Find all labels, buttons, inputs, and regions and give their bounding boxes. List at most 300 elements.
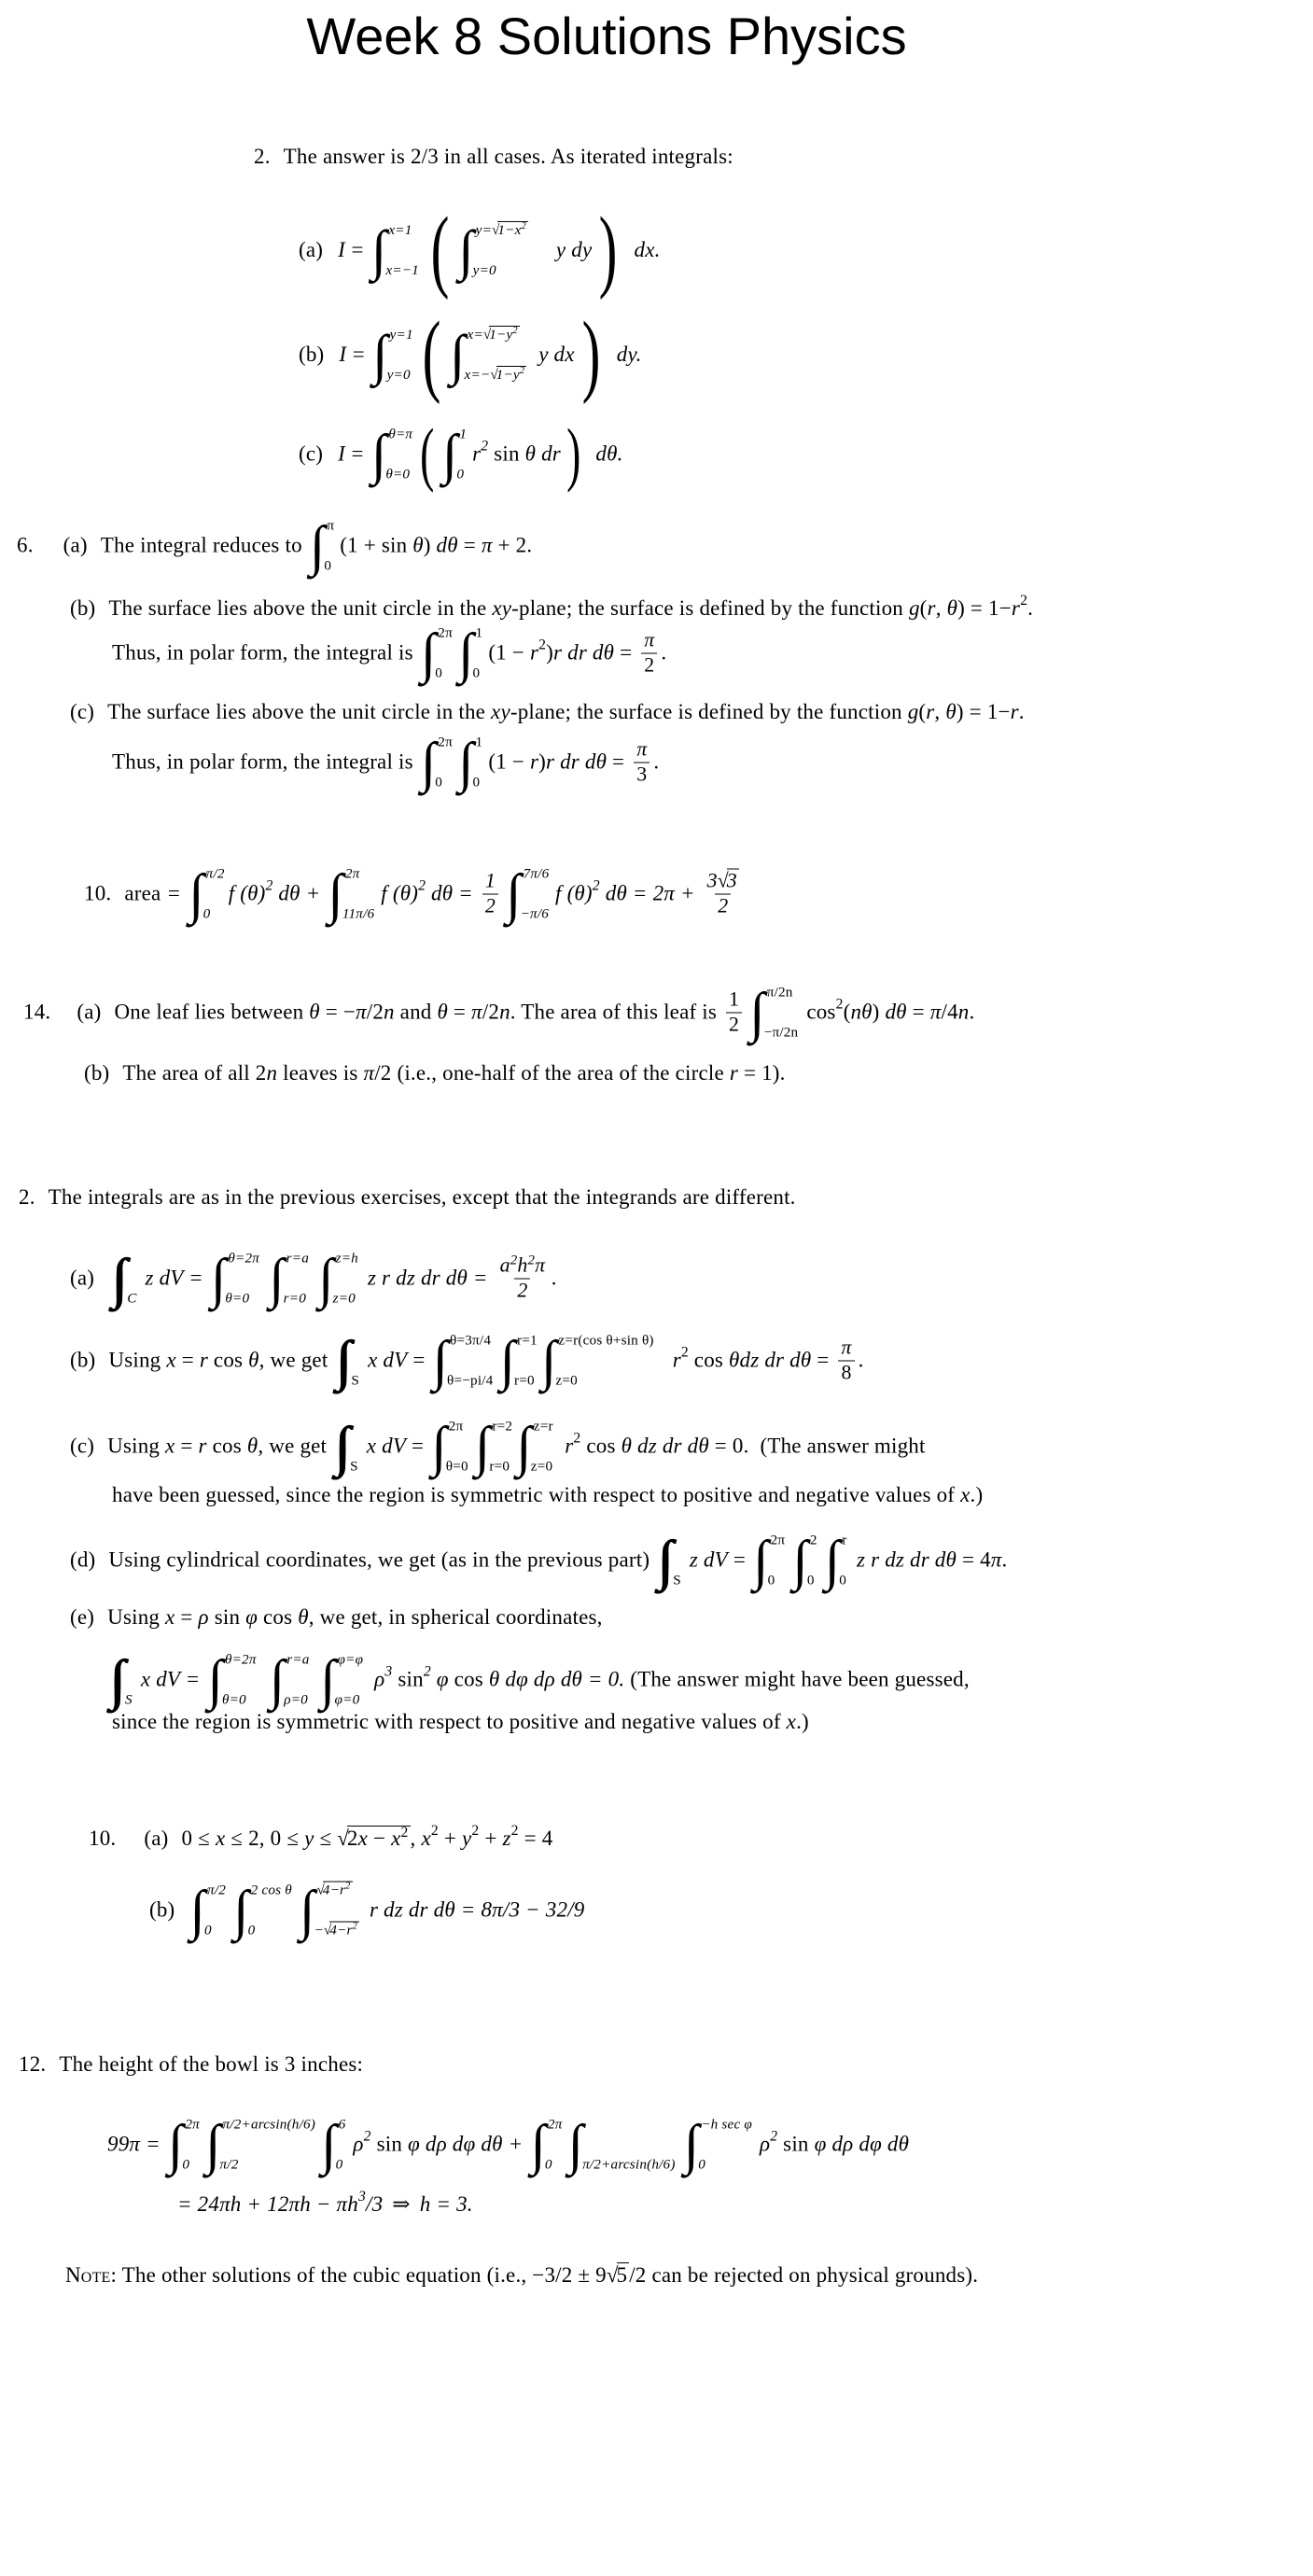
text-run: 2 xyxy=(484,894,496,917)
text-run: r dr dθ xyxy=(546,749,608,774)
text-run: (b) xyxy=(84,1061,110,1085)
text-run: = 4 xyxy=(957,1547,991,1572)
text-run: cos xyxy=(258,1605,299,1629)
text-run: dy. xyxy=(616,343,642,366)
superscript xyxy=(1020,594,1027,609)
integral xyxy=(457,622,483,684)
integral xyxy=(233,1879,292,1941)
text-run: since the region is symmetric with respect to positive and negative values of xyxy=(112,1710,787,1733)
text-run: r=a xyxy=(286,1250,309,1267)
text-run: −π/2n xyxy=(763,1024,799,1041)
text-run: 7π/6 xyxy=(523,865,550,882)
text-run: The answer is 2/3 in all cases. As iterated integrals: xyxy=(283,145,733,168)
text-run: (a) xyxy=(63,533,88,557)
superscript xyxy=(364,2130,371,2145)
integral-limits xyxy=(474,625,483,682)
spacer xyxy=(102,1012,115,1013)
text-run: 0 xyxy=(472,665,481,681)
text-run: 2 xyxy=(510,1822,519,1839)
upper-limit xyxy=(438,626,453,641)
upper-limit xyxy=(517,1334,538,1349)
denominator xyxy=(641,652,657,678)
text-run: g xyxy=(907,700,919,723)
text-run: f (θ) xyxy=(381,881,419,905)
text-run: I xyxy=(338,238,345,261)
sec2-item2a xyxy=(70,1247,558,1309)
text-run: have been guessed, since the region is symmetric with respect to positive and negative values of xyxy=(112,1483,961,1506)
superscript xyxy=(418,879,426,894)
integral xyxy=(457,731,483,793)
lower-limit xyxy=(225,1292,249,1307)
spacer xyxy=(116,1839,144,1840)
lower-limit xyxy=(350,1460,358,1475)
lower-limit xyxy=(127,1292,136,1307)
text-run: 2 xyxy=(521,220,526,231)
superscript xyxy=(527,1253,535,1268)
text-run: θ xyxy=(946,596,958,620)
text-run: h xyxy=(517,1253,528,1277)
text-run: = 1). xyxy=(738,1061,786,1085)
integral-sign: ∫ xyxy=(752,1529,769,1591)
text-run: z=0 xyxy=(530,1458,553,1475)
upper-limit xyxy=(251,1883,292,1898)
lower-limit xyxy=(473,666,481,681)
text-run: (1 − xyxy=(488,640,530,665)
text-run: Using cylindrical coordinates, we get (as in the previous part) xyxy=(108,1547,656,1572)
sec2-item2c-line2 xyxy=(112,1483,983,1507)
fraction xyxy=(497,1254,549,1304)
text-run: a xyxy=(499,1253,510,1277)
lower-limit xyxy=(220,2158,239,2173)
text-run: x=− xyxy=(464,366,491,383)
text-run: 2π xyxy=(448,1418,464,1435)
lower-limit xyxy=(336,2158,343,2173)
text-run: θ dφ dρ dθ = 0. xyxy=(488,1667,631,1691)
text-run: ≤ 2, 0 ≤ xyxy=(225,1827,305,1850)
integral-limits xyxy=(515,1333,538,1390)
upper-limit xyxy=(390,328,413,343)
upper-limit xyxy=(316,1883,352,1898)
text-run: θ=0 xyxy=(385,466,411,483)
text-run: (c) xyxy=(299,441,324,466)
text-run: x xyxy=(165,1434,175,1458)
text-run: z=0 xyxy=(555,1372,578,1389)
text-run: 2 xyxy=(1020,592,1028,609)
upper-limit xyxy=(338,1653,364,1668)
text-run: The surface lies above the unit circle in the xyxy=(108,596,493,620)
text-run: θ xyxy=(729,1348,740,1372)
integral-sign: ∫ xyxy=(567,2113,584,2176)
integral-sign: ∫ xyxy=(269,1247,285,1309)
text-run: 2 xyxy=(592,877,600,894)
spacer xyxy=(365,1679,374,1680)
radicand xyxy=(727,869,739,892)
text-run: π/2n xyxy=(766,984,793,1001)
text-run: 0 ≤ xyxy=(181,1827,216,1850)
text-run: Thus, in polar form, the integral is xyxy=(112,749,419,774)
superscript xyxy=(345,1882,350,1892)
integral xyxy=(309,514,335,577)
text-run: = xyxy=(607,749,631,774)
text-run: r xyxy=(472,441,482,466)
superscript xyxy=(836,998,844,1013)
triple-integral xyxy=(109,1648,135,1711)
integral-sign: ∫ xyxy=(457,731,474,793)
text-run: /3 xyxy=(366,2192,384,2216)
radicand xyxy=(323,1882,353,1898)
text-run: /2 can be rejected on physical grounds). xyxy=(629,2263,979,2287)
sqrt-radical xyxy=(490,366,526,383)
numerator xyxy=(482,870,498,894)
text-run: y=1 xyxy=(389,326,413,343)
superscript xyxy=(522,221,526,231)
item6b-line2 xyxy=(112,622,667,684)
integral-limits xyxy=(532,1419,555,1476)
item10b-a xyxy=(89,1822,553,1851)
integral-limits xyxy=(343,866,377,923)
integral-limits xyxy=(699,2117,752,2174)
integral-limits xyxy=(221,2117,316,2174)
integral xyxy=(499,1329,538,1392)
spacer xyxy=(323,250,338,251)
integral-sign: ∫ xyxy=(683,2113,700,2176)
text-run: θ=0 xyxy=(221,1691,246,1708)
upper-limit xyxy=(459,427,467,442)
integral xyxy=(752,1529,786,1591)
integral xyxy=(207,1648,257,1711)
text-run: 0 xyxy=(767,1572,775,1589)
text-run: r xyxy=(198,1434,207,1458)
text-run: -plane; the surface is defined by the function xyxy=(511,596,909,620)
lower-limit xyxy=(385,468,410,483)
lower-limit xyxy=(555,1374,577,1389)
text-run: θ=3π/4 xyxy=(450,1332,492,1349)
integral-limits xyxy=(334,1251,358,1308)
lower-limit xyxy=(698,2158,705,2173)
lower-limit xyxy=(284,1292,306,1307)
sec2-item2c-line1 xyxy=(70,1415,926,1477)
text-run: (c) xyxy=(70,1434,95,1458)
text-run: 2π xyxy=(344,865,360,882)
text-run: r=0 xyxy=(283,1290,306,1307)
denominator xyxy=(634,762,650,787)
text-run: dθ = 2π + xyxy=(599,881,701,905)
text-run: π xyxy=(356,1000,367,1024)
integral-limits xyxy=(325,518,334,575)
lower-limit xyxy=(342,907,374,922)
text-run: ( xyxy=(843,1000,851,1024)
text-run: = xyxy=(175,1434,199,1458)
text-run: θ=2π xyxy=(228,1250,260,1267)
text-run: 0 xyxy=(203,905,211,922)
lower-limit xyxy=(768,1574,775,1589)
lower-limit xyxy=(333,1292,356,1307)
text-run: + 2. xyxy=(492,533,533,557)
radical-sign: √ xyxy=(323,1922,330,1939)
text-run: x=1 xyxy=(388,221,412,238)
text-run: S xyxy=(350,1458,358,1475)
text-run: θ xyxy=(945,700,957,723)
text-run: r=a xyxy=(286,1651,310,1668)
spacer xyxy=(365,454,370,455)
text-run: = 24πh + 12πh − πh xyxy=(177,2192,358,2216)
spacer xyxy=(35,1197,49,1198)
sec2-item2e-line3 xyxy=(112,1710,809,1734)
text-run: φ=φ xyxy=(337,1651,364,1668)
superscript xyxy=(520,366,524,376)
text-run: (a) xyxy=(144,1827,169,1850)
text-run: r xyxy=(529,640,539,665)
text-run: = xyxy=(350,441,365,466)
text-run: z dV xyxy=(689,1547,728,1572)
lower-limit xyxy=(222,1693,246,1708)
text-run: r dr dθ xyxy=(553,640,615,665)
text-run: + xyxy=(479,1827,503,1850)
text-run: 4−r xyxy=(329,1922,353,1939)
text-run: θ=0 xyxy=(445,1458,468,1475)
integral-limits xyxy=(223,1652,257,1709)
integral-limits xyxy=(808,1533,817,1589)
text-run: dθ xyxy=(436,533,458,557)
text-run: 8 xyxy=(841,1361,852,1384)
integral-limits xyxy=(447,1419,471,1476)
lower-limit xyxy=(125,1693,133,1708)
upper-limit xyxy=(476,626,483,641)
text-run: 2 xyxy=(718,894,729,917)
text-run: 2 xyxy=(481,438,489,455)
big-paren: ( xyxy=(430,198,450,301)
integral-sign: ∫ xyxy=(167,2113,184,2176)
upper-limit xyxy=(228,1252,259,1267)
lower-limit xyxy=(545,2158,552,2173)
integral-limits xyxy=(226,1251,259,1308)
integral-limits xyxy=(336,1652,364,1709)
sqrt-radical xyxy=(483,326,520,343)
text-run: 1 xyxy=(484,869,496,892)
text-run: r xyxy=(672,1348,681,1372)
text-run: f (θ) xyxy=(555,881,593,905)
item6c-line2 xyxy=(112,731,660,793)
text-run: r xyxy=(529,749,539,774)
integral-sign: ∫ xyxy=(474,1415,491,1477)
lower-limit xyxy=(435,666,442,681)
text-run: 2 xyxy=(538,637,547,653)
text-run: x xyxy=(357,1827,369,1850)
text-run: I xyxy=(339,343,347,366)
text-run: θ xyxy=(412,533,424,557)
integral xyxy=(269,1648,311,1711)
text-run: (b) xyxy=(70,596,96,620)
integral-sign: ∫ xyxy=(318,1247,334,1309)
text-run: sin xyxy=(392,1667,424,1691)
upper-limit xyxy=(438,735,453,750)
text-run: θ xyxy=(621,1434,633,1458)
text-run: The integral reduces to xyxy=(100,533,308,557)
integral-sign: ∫ xyxy=(540,1329,557,1392)
radical-sign: √ xyxy=(490,366,496,383)
spacer xyxy=(360,1278,368,1279)
integral-limits xyxy=(457,427,467,483)
integral-sign: ∫ xyxy=(449,323,466,385)
radical-sign: √ xyxy=(492,221,498,238)
text-run: dz dr dθ xyxy=(632,1434,709,1458)
radical-sign: √ xyxy=(337,1827,347,1850)
text-run: z dV = xyxy=(145,1266,209,1290)
spacer xyxy=(819,1560,823,1561)
text-run: 0 xyxy=(456,466,465,483)
item14a xyxy=(23,981,975,1043)
integral-limits xyxy=(474,735,483,791)
upper-limit xyxy=(388,427,412,442)
upper-limit xyxy=(336,1252,358,1267)
triple-integral xyxy=(657,1529,684,1591)
text-run: = xyxy=(906,1000,930,1024)
lower-limit xyxy=(335,1693,360,1708)
text-run: θ=π xyxy=(388,426,413,442)
integral-sign: ∫ xyxy=(370,218,387,281)
text-run: x xyxy=(421,1827,431,1850)
integral-sign: ∫ xyxy=(824,1529,841,1591)
text-run: 11π/6 xyxy=(342,905,375,922)
text-run: 0 xyxy=(698,2156,705,2173)
text-run: . xyxy=(1001,1547,1008,1572)
integral-sign: ∫ xyxy=(269,1648,286,1711)
integral xyxy=(204,2113,316,2176)
integral xyxy=(328,862,377,925)
integral-sign: ∫ xyxy=(328,862,343,925)
integral xyxy=(792,1529,817,1591)
text-run: cos xyxy=(806,1000,836,1024)
lower-limit xyxy=(673,1574,681,1589)
text-run: 10. xyxy=(84,881,112,905)
spacer xyxy=(586,454,595,455)
text-run: cos xyxy=(206,1434,247,1458)
text-run: x xyxy=(960,1483,971,1506)
text-run: y=0 xyxy=(386,366,411,383)
text-run: dθ xyxy=(885,1000,907,1024)
text-run: 2 xyxy=(345,1881,351,1892)
sec1-item2c xyxy=(299,414,623,494)
lower-limit xyxy=(446,1460,468,1475)
spacer xyxy=(50,1012,77,1013)
text-run: 4−r xyxy=(322,1882,346,1898)
numerator xyxy=(634,738,650,763)
superscript xyxy=(265,879,272,894)
integral-limits xyxy=(285,1652,311,1709)
text-run: , we get xyxy=(258,1348,334,1372)
spacer xyxy=(746,1012,747,1013)
text-run: 3 xyxy=(706,869,718,892)
text-run: = xyxy=(457,533,482,557)
integral xyxy=(210,1247,260,1309)
text-run: = 0. (The answer might xyxy=(708,1434,926,1458)
sqrt-radical xyxy=(492,221,528,238)
superscript xyxy=(358,2190,366,2205)
text-run: = 4 xyxy=(518,1827,553,1850)
text-run: cos xyxy=(580,1434,622,1458)
upper-limit xyxy=(327,519,334,534)
spacer xyxy=(530,250,556,251)
text-run: I xyxy=(338,441,345,466)
text-run: 14. xyxy=(23,1000,51,1024)
radicand xyxy=(497,221,528,238)
text-run: = xyxy=(175,1605,199,1629)
integral-limits xyxy=(546,2117,563,2174)
text-run: + xyxy=(438,1827,462,1850)
text-run: ρ xyxy=(353,2132,364,2156)
integral xyxy=(420,731,453,793)
text-run: Thus, in polar form, the integral is xyxy=(112,640,419,665)
text-run: n xyxy=(499,1000,510,1024)
sec1-item2b xyxy=(299,302,642,405)
text-run: (a) xyxy=(299,238,324,261)
text-run: = xyxy=(350,238,365,261)
text-run: sin xyxy=(488,441,525,466)
text-run: ) xyxy=(423,533,437,557)
radical-sign: √ xyxy=(316,1882,323,1898)
text-run: 2π xyxy=(770,1532,786,1548)
text-run: 6 xyxy=(338,2116,346,2133)
text-run: 99π = xyxy=(107,2132,166,2156)
text-run: θ dr xyxy=(524,441,561,466)
text-run: Note xyxy=(65,2263,111,2287)
upper-limit xyxy=(286,1653,309,1668)
integral-sign: ∫ xyxy=(441,423,458,485)
spacer xyxy=(317,2144,319,2145)
text-run: y dx xyxy=(538,343,575,366)
superscript xyxy=(512,326,517,336)
lower-limit xyxy=(464,365,527,383)
text-run: x dV xyxy=(368,1348,408,1372)
lower-limit xyxy=(531,1460,552,1475)
text-run: Using xyxy=(108,1348,167,1372)
text-run: φ xyxy=(430,1667,449,1691)
lower-limit xyxy=(314,1921,358,1939)
lower-limit xyxy=(582,2158,676,2173)
text-run: dθ = xyxy=(426,881,479,905)
integral-sign: ∫ xyxy=(505,862,522,925)
lower-limit xyxy=(435,776,442,791)
text-run: π xyxy=(363,1061,375,1085)
spacer xyxy=(523,2144,528,2145)
text-run: r=0 xyxy=(514,1372,535,1389)
integral-sign: ∫ xyxy=(432,1329,449,1392)
text-run: −π/6 xyxy=(520,905,550,922)
radicand xyxy=(496,366,527,383)
upper-limit xyxy=(534,1420,553,1435)
lower-limit xyxy=(807,1574,815,1589)
integral-sign: ∫ xyxy=(372,323,388,385)
text-run: xy xyxy=(492,596,512,620)
text-run: 2 xyxy=(346,1827,358,1850)
integral xyxy=(372,323,413,385)
text-run: r=0 xyxy=(489,1458,510,1475)
superscript xyxy=(481,440,488,455)
big-paren: ( xyxy=(422,302,441,405)
superscript xyxy=(401,1825,409,1841)
text-run: S xyxy=(351,1372,360,1389)
upper-limit xyxy=(767,986,793,1001)
text-run: r=2 xyxy=(492,1418,513,1435)
integral-limits xyxy=(474,222,528,279)
text-run: 3 xyxy=(726,869,737,892)
text-run: π xyxy=(990,1547,1002,1572)
text-run: 1 xyxy=(475,734,483,750)
text-run: 2 xyxy=(471,1822,480,1839)
superscript xyxy=(593,879,600,894)
integral-sign: ∫ xyxy=(457,622,474,684)
integral xyxy=(530,2113,563,2176)
